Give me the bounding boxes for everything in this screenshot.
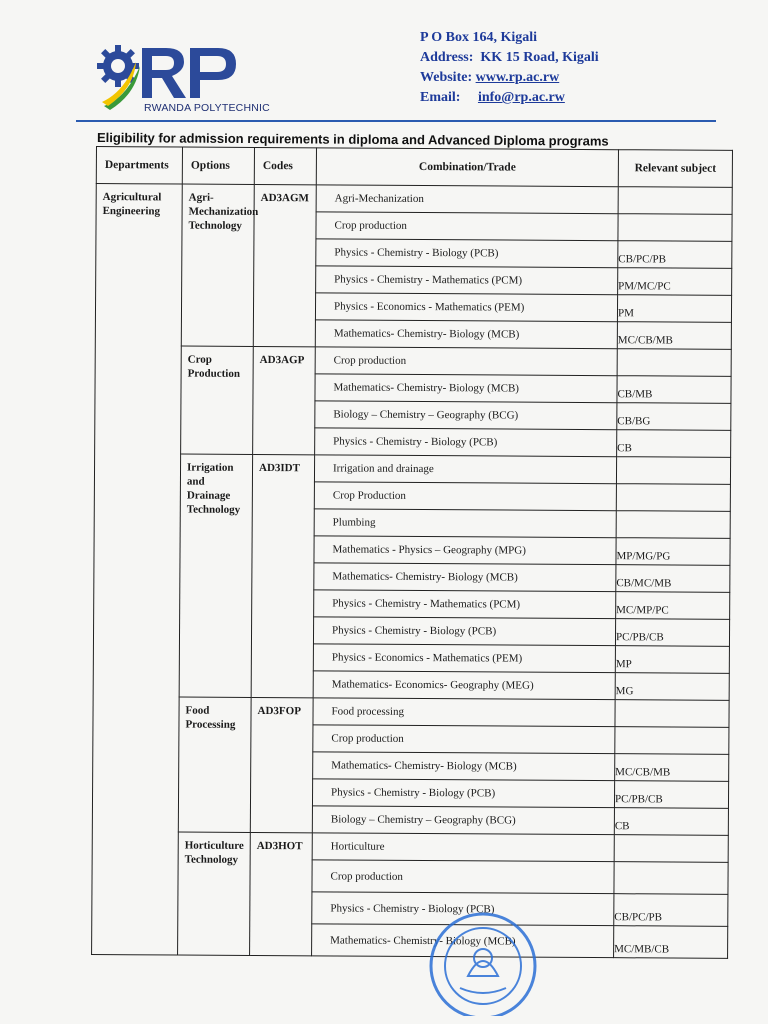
table-row (93, 696, 729, 727)
relevant-subject-cell (618, 187, 732, 215)
code-cell: AD3AGP (253, 346, 316, 454)
option-cell: Horticulture Technology (178, 832, 251, 955)
relevant-subject-cell (617, 349, 731, 377)
combination-cell: Mathematics- Economics- Geography (MEG) (313, 671, 615, 700)
relevant-subject-value: PM (617, 307, 634, 320)
table-row (95, 345, 731, 376)
relevant-subject-value: PC/PB/CB (615, 631, 664, 644)
relevant-subject-value (618, 238, 731, 239)
combination-cell: Irrigation and drainage (314, 455, 616, 484)
combination-cell: Physics - Chemistry - Mathematics (PCM) (316, 266, 618, 295)
relevant-subject-cell (614, 808, 728, 836)
header-divider (76, 120, 716, 122)
combination-cell: Food processing (313, 698, 615, 727)
table-row (96, 184, 732, 215)
relevant-subject-cell (616, 538, 730, 566)
combination-cell: Physics - Chemistry - Mathematics (PCM) (314, 590, 616, 619)
relevant-subject-value: CB/PC/PB (618, 253, 667, 266)
relevant-subject-cell (616, 484, 730, 512)
contact-po-box: P O Box 164, Kigali (420, 30, 538, 45)
combination-cell: Horticulture (312, 833, 614, 862)
option-cell: Crop Production (181, 346, 254, 454)
relevant-subject-value (615, 724, 728, 725)
option-cell: Irrigation and Drainage Technology (179, 454, 252, 697)
code-cell: AD3FOP (250, 697, 313, 832)
relevant-subject-cell (616, 565, 730, 593)
relevant-subject-value (617, 508, 730, 509)
relevant-subject-cell (618, 268, 732, 296)
document-title: Eligibility for admission requirements in diploma and Advanced Diploma programs (96, 130, 609, 149)
combination-cell: Physics - Chemistry - Biology (PCB) (312, 779, 614, 808)
relevant-subject-cell (617, 295, 731, 323)
combination-cell: Agri-Mechanization (316, 185, 618, 214)
relevant-subject-value: CB (614, 820, 630, 833)
relevant-subject-cell (617, 322, 731, 350)
eligibility-table (91, 146, 733, 959)
relevant-subject-value: MP/MG/PG (616, 550, 671, 563)
combination-cell: Biology – Chemistry – Geography (BCG) (315, 401, 617, 430)
contact-website: Website: www.rp.ac.rw (420, 70, 560, 85)
option-cell: Food Processing (178, 697, 251, 832)
combination-cell: Mathematics- Chemistry- Biology (MCB) (315, 374, 617, 403)
header-combination: Combination/Trade (316, 148, 618, 187)
relevant-subject-cell (616, 457, 730, 485)
combination-cell: Physics - Chemistry - Biology (PCB) (312, 892, 614, 926)
relevant-subject-value (614, 891, 727, 892)
relevant-subject-cell (615, 700, 729, 728)
relevant-subject-value: MC/MB/CB (614, 943, 670, 956)
combination-cell: Mathematics- Chemistry- Biology (MCB) (315, 320, 617, 349)
combination-cell: Crop Production (314, 482, 616, 511)
contact-email: Email: info@rp.ac.rw (420, 90, 565, 105)
relevant-subject-cell (615, 754, 729, 782)
relevant-subject-cell (616, 511, 730, 539)
relevant-subject-cell (618, 241, 732, 269)
department-cell: Agricultural Engineering (92, 184, 183, 956)
relevant-subject-cell (615, 646, 729, 674)
relevant-subject-value: CB (617, 442, 632, 455)
stamp-seal-icon (420, 906, 546, 1016)
relevant-subject-cell (617, 403, 731, 431)
rwanda-polytechnic-logo (96, 36, 270, 120)
combination-cell: Plumbing (314, 509, 616, 538)
logo-institution-name: RWANDA POLYTECHNIC (144, 102, 270, 114)
table-row (94, 453, 730, 484)
combination-cell: Biology – Chemistry – Geography (BCG) (312, 806, 614, 835)
relevant-subject-value: MC/CB/MB (617, 334, 673, 347)
relevant-subject-cell (614, 835, 728, 863)
combination-cell: Physics - Chemistry - Biology (PCB) (315, 428, 617, 457)
relevant-subject-cell (617, 376, 731, 404)
relevant-subject-value: PC/PB/CB (614, 793, 663, 806)
contact-block (420, 28, 599, 108)
email-link[interactable]: info@rp.ac.rw (477, 90, 565, 105)
relevant-subject-cell (617, 430, 731, 458)
table-header-row (96, 147, 732, 188)
combination-cell: Mathematics- Chemistry- Biology (MCB) (314, 563, 616, 592)
code-cell: AD3HOT (250, 832, 313, 955)
eligibility-table-wrapper (91, 146, 732, 959)
header-options: Options (182, 147, 254, 184)
header-relevant-subject: Relevant subject (618, 150, 732, 188)
combination-cell: Crop production (313, 725, 615, 754)
relevant-subject-cell (614, 862, 728, 895)
relevant-subject-cell (614, 894, 728, 927)
relevant-subject-value (618, 373, 731, 374)
code-cell: AD3IDT (251, 454, 314, 697)
combination-cell: Mathematics- Chemistry- Biology (MCB) (312, 924, 614, 958)
relevant-subject-cell (618, 214, 732, 242)
option-cell: Agri-Mechanization Technology (181, 184, 254, 346)
relevant-subject-cell (615, 727, 729, 755)
combination-cell: Mathematics- Chemistry- Biology (MCB) (313, 752, 615, 781)
header-departments: Departments (96, 147, 182, 185)
combination-cell: Physics - Chemistry - Biology (PCB) (313, 617, 615, 646)
relevant-subject-cell (615, 673, 729, 701)
relevant-subject-value (619, 211, 732, 212)
relevant-subject-value: MC/CB/MB (615, 766, 671, 779)
header-codes: Codes (254, 147, 316, 184)
relevant-subject-value (617, 481, 730, 482)
relevant-subject-value: PM/MC/PC (618, 280, 671, 293)
relevant-subject-value: CB/BG (617, 415, 651, 428)
relevant-subject-cell (614, 926, 728, 959)
website-link[interactable]: www.rp.ac.rw (475, 70, 560, 85)
relevant-subject-value: CB/PC/PB (614, 911, 663, 924)
relevant-subject-value (615, 751, 728, 752)
combination-cell: Crop production (312, 860, 614, 894)
contact-address: Address: KK 15 Road, Kigali (420, 50, 599, 65)
relevant-subject-value (615, 859, 728, 860)
relevant-subject-cell (614, 781, 728, 809)
relevant-subject-cell (615, 619, 729, 647)
code-cell: AD3AGM (253, 184, 316, 346)
relevant-subject-value: MP (615, 658, 632, 671)
combination-cell: Crop production (315, 347, 617, 376)
relevant-subject-value (617, 535, 730, 536)
combination-cell: Crop production (316, 212, 618, 241)
combination-cell: Physics - Economics - Mathematics (PEM) (313, 644, 615, 673)
relevant-subject-value: CB/MB (617, 388, 653, 401)
relevant-subject-value: CB/MC/MB (616, 577, 672, 590)
official-stamp (420, 906, 546, 1016)
table-row (92, 831, 728, 862)
combination-cell: Physics - Economics - Mathematics (PEM) (315, 293, 617, 322)
relevant-subject-cell (616, 592, 730, 620)
combination-cell: Physics - Chemistry - Biology (PCB) (316, 239, 618, 268)
table-body (92, 184, 733, 959)
relevant-subject-value: MG (615, 685, 634, 698)
relevant-subject-value: MC/MP/PC (616, 604, 669, 617)
combination-cell: Mathematics - Physics – Geography (MPG) (314, 536, 616, 565)
